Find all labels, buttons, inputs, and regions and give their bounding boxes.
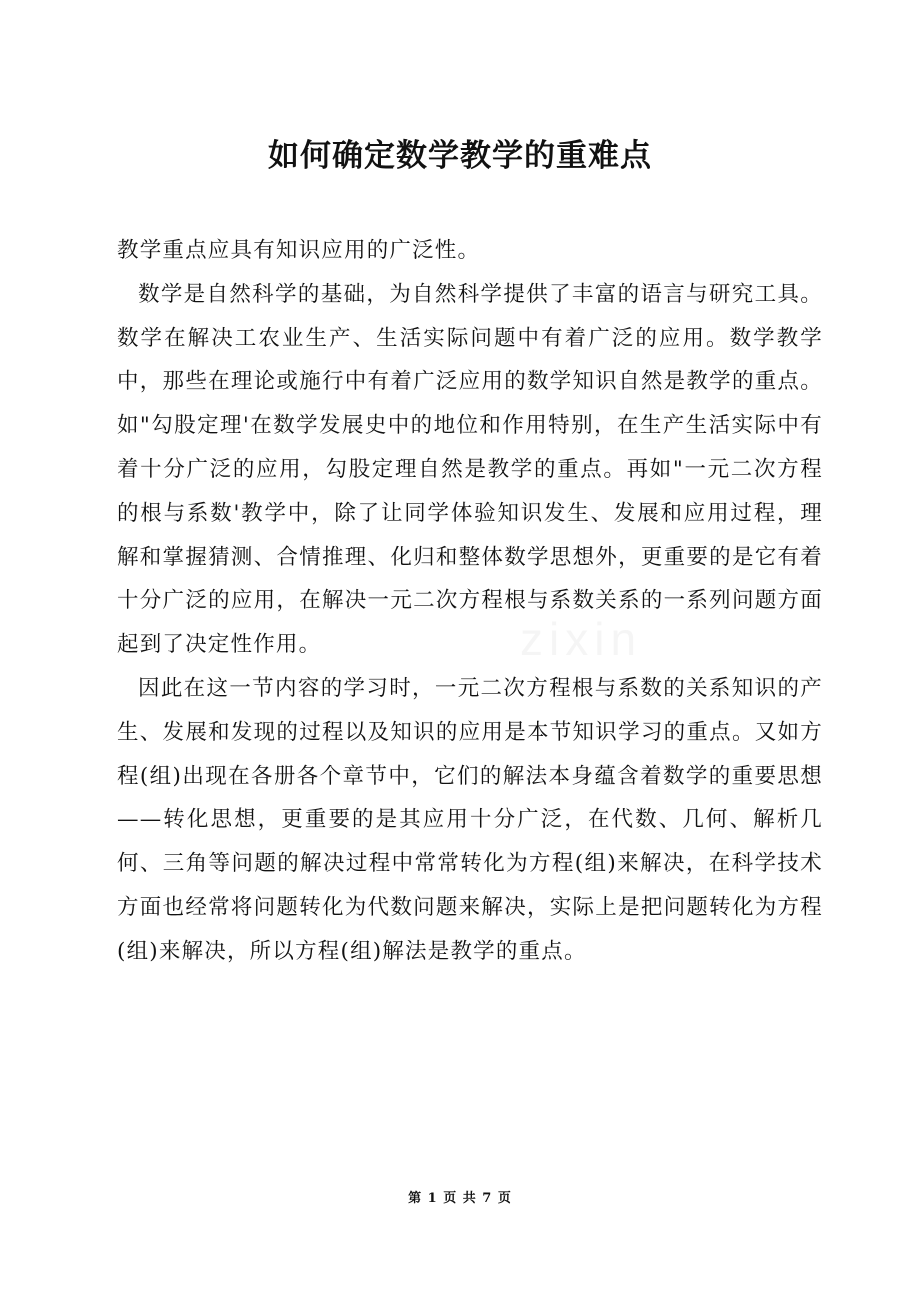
document-title: 如何确定数学教学的重难点 [268, 138, 652, 174]
paragraph-3: 因此在这一节内容的学习时，一元二次方程根与系数的关系知识的产生、发展和发现的过程以及知识的应用是本节知识学习的重点。又如方程(组)出现在各册各个章节中，它们的解法本身蕴含着数学的重要思想——转化思想，更重要的是其应用十分广泛，在代数、几何、解析几何、三角等问题的解决过程中常常转化为方程(组)来解决，在科学技术方面也经常将问题转化为代数问题来解决，实际上是把问题转化为方程(组)来解决，所以方程(组)解法是教学的重点。 [117, 675, 823, 964]
watermark-logo: zixin [520, 613, 643, 665]
page-number-footer: 第 1 页 共 7 页 [408, 1191, 512, 1206]
document-body [117, 229, 823, 974]
paragraph-2: 数学是自然科学的基础，为自然科学提供了丰富的语言与研究工具。数学在解决工农业生产、生活实际问题中有着广泛的应用。数学教学中，那些在理论或施行中有着广泛应用的数学知识自然是教学的重点。如"勾股定理'在数学发展史中的地位和作用特别，在生产生活实际中有着十分广泛的应用，勾股定理自然是教学的重点。再如"一元二次方程的根与系数'教学中，除了让同学体验知识发生、发展和应用过程，理解和掌握猜测、合情推理、化归和整体数学思想外，更重要的是它有着十分广泛的应用，在解决一元二次方程根与系数关系的一系列问题方面起到了决定性作用。 [117, 281, 823, 658]
paragraph-1: 教学重点应具有知识应用的广泛性。 [117, 238, 481, 263]
